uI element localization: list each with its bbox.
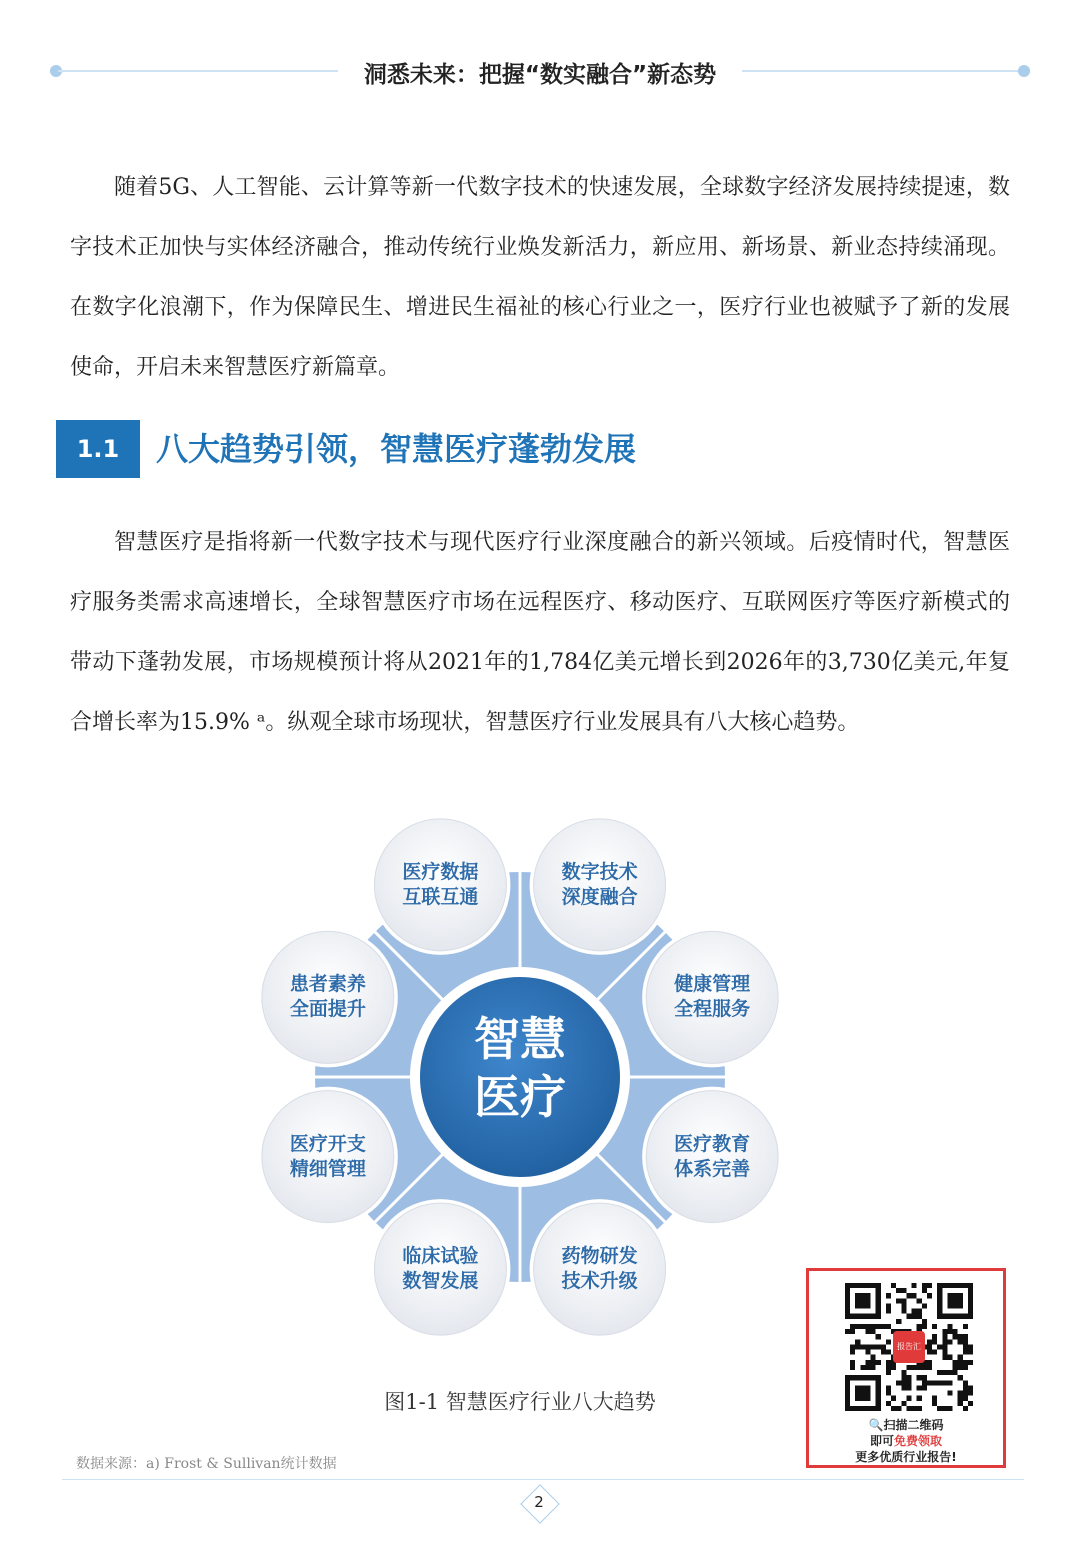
trend-node-label-line: 深度融合 <box>561 885 638 908</box>
trend-node-label <box>540 860 660 910</box>
qr-line1: 🔍扫描二维码 <box>868 1418 944 1432</box>
trend-node-label-line: 患者素养 <box>289 973 366 996</box>
center-label-line2: 医疗 <box>474 1070 566 1124</box>
trend-node-label <box>540 1244 660 1294</box>
qr-line2-prefix: 即可 <box>869 1434 894 1448</box>
trend-node-label-line: 全程服务 <box>674 998 751 1021</box>
trend-node-label-line: 医疗教育 <box>674 1132 751 1155</box>
trend-node-label-line: 药物研发 <box>561 1245 638 1268</box>
trend-node-label <box>380 1244 500 1294</box>
body-paragraph: 智慧医疗是指将新一代数字技术与现代医疗行业深度融合的新兴领域。后疫情时代，智慧医疗服务类需求高速增长，全球智慧医疗市场在远程医疗、移动医疗、互联网医疗等医疗新模式的带动下蓬勃发展，市场规模预计将从2021年的1,784亿美元增长到2026年的3,730亿美元,年复合增长率为15.9% ᵃ。纵观全球市场现状，智慧医疗行业发展具有八大核心趋势。 <box>70 530 1010 735</box>
trend-node-label-line: 体系完善 <box>674 1157 751 1180</box>
trend-node-label-line: 数智发展 <box>402 1270 479 1293</box>
section-heading <box>56 420 956 478</box>
center-label <box>440 1010 600 1126</box>
header-title: 洞悉未来：把握“数实融合”新态势 <box>363 62 717 88</box>
page-number: 2 <box>534 1493 544 1511</box>
header-dot-right <box>1018 65 1030 77</box>
trend-node-label-line: 健康管理 <box>674 973 751 996</box>
center-label-line1: 智慧 <box>474 1012 566 1066</box>
section-title: 八大趋势引领，智慧医疗蓬勃发展 <box>156 430 637 468</box>
qr-instructions <box>809 1417 1003 1465</box>
section-number: 1.1 <box>56 420 140 478</box>
qr-line2 <box>809 1433 1003 1449</box>
trend-node-label-line: 技术升级 <box>561 1270 638 1293</box>
figure-caption: 图1-1 智慧医疗行业八大趋势 <box>384 1390 656 1414</box>
trend-node-label <box>652 1132 772 1182</box>
qr-line3: 更多优质行业报告! <box>855 1450 957 1464</box>
qr-line2-highlight: 免费领取 <box>894 1434 943 1448</box>
trends-diagram <box>250 805 790 1350</box>
trend-node-label-line: 临床试验 <box>402 1245 479 1268</box>
header-rule-right <box>742 70 1022 72</box>
qr-logo-badge: 报告汇 <box>893 1331 925 1363</box>
trend-node-label-line: 医疗开支 <box>289 1132 366 1155</box>
trend-node-label-line: 互联互通 <box>402 885 479 908</box>
page-header <box>50 52 1030 92</box>
trend-node-label-line: 数字技术 <box>561 860 638 883</box>
trend-node-label <box>652 972 772 1022</box>
qr-promo[interactable] <box>806 1268 1006 1468</box>
data-source-note: 数据来源：a) Frost & Sullivan统计数据 <box>76 1456 337 1472</box>
intro-paragraph: 随着5G、人工智能、云计算等新一代数字技术的快速发展，全球数字经济发展持续提速，数字技术正加快与实体经济融合，推动传统行业焕发新活力，新应用、新场景、新业态持续涌现。在数字化浪潮下，作为保障民生、增进民生福祉的核心行业之一，医疗行业也被赋予了新的发展使命，开启未来智慧医疗新篇章。 <box>70 175 1010 380</box>
trend-node-label <box>380 860 500 910</box>
trend-node-label-line: 全面提升 <box>289 998 366 1021</box>
trend-node-label <box>268 1132 388 1182</box>
trend-node-label-line: 精细管理 <box>289 1157 366 1180</box>
trend-node-label <box>268 972 388 1022</box>
trend-node-label-line: 医疗数据 <box>402 860 479 883</box>
footer-rule <box>62 1479 1024 1480</box>
